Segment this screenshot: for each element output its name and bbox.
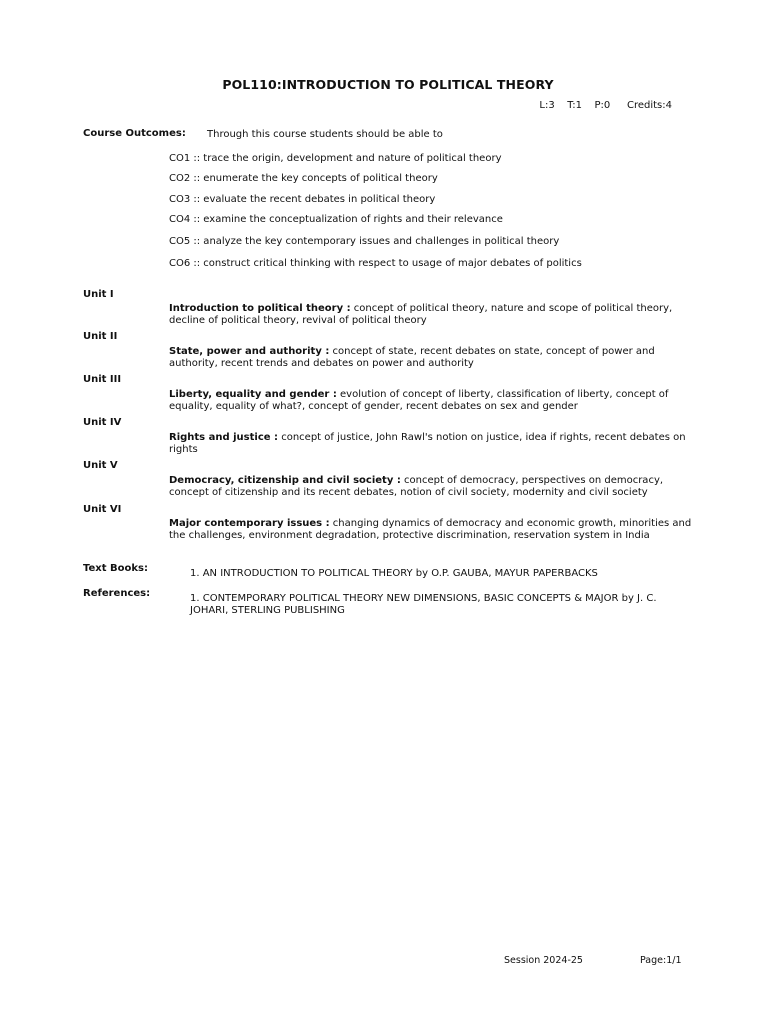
unit-body-text: concept of state, recent debates on state, concept of power and authority, recent trends and debates on power and authority	[169, 346, 655, 369]
text-book-item: 1. AN INTRODUCTION TO POLITICAL THEORY by O.P. GAUBA, MAYUR PAPERBACKS	[190, 568, 598, 579]
ltp-credits: L:3 T:1 P:0 Credits:4	[539, 100, 672, 111]
reference-item: 1. CONTEMPORARY POLITICAL THEORY NEW DIMENSIONS, BASIC CONCEPTS & MAJOR by J. C. JOHARI, STERLING PUBLISHING	[190, 593, 657, 616]
unit-description	[169, 475, 694, 499]
unit-title: State, power and authority :	[169, 346, 330, 357]
references-label: References:	[83, 588, 151, 599]
unit-label: Unit V	[83, 460, 118, 471]
unit-body-text: concept of democracy, perspectives on democracy, concept of citizenship and its recent debates, notion of civil society, modernity and civil society	[169, 475, 664, 498]
unit-title: Major contemporary issues :	[169, 518, 330, 529]
page-title: POL110:INTRODUCTION TO POLITICAL THEORY	[222, 77, 554, 92]
unit-description	[169, 303, 694, 327]
unit-label: Unit II	[83, 331, 118, 342]
unit-label: Unit VI	[83, 504, 122, 515]
session-label: Session 2024-25	[504, 955, 583, 966]
unit-title: Rights and justice :	[169, 432, 279, 443]
unit-label: Unit IV	[83, 417, 122, 428]
course-outcomes-label: Course Outcomes:	[83, 128, 186, 139]
page-number: Page:1/1	[640, 955, 682, 966]
unit-description	[169, 346, 694, 370]
unit-title: Liberty, equality and gender :	[169, 389, 337, 400]
unit-label: Unit III	[83, 374, 122, 385]
course-outcome-item: CO6 :: construct critical thinking with respect to usage of major debates of politics	[169, 258, 582, 269]
unit-label: Unit I	[83, 289, 114, 300]
course-outcome-item: CO1 :: trace the origin, development and nature of political theory	[169, 153, 502, 164]
unit-body-text: concept of justice, John Rawl's notion on justice, idea if rights, recent debates on rights	[169, 432, 686, 455]
course-outcome-item: CO5 :: analyze the key contemporary issues and challenges in political theory	[169, 236, 560, 247]
unit-body-text: changing dynamics of democracy and economic growth, minorities and the challenges, environment degradation, protective discrimination, reservation system in India	[169, 518, 692, 541]
unit-body-text: evolution of concept of liberty, classification of liberty, concept of equality, equality of what?, concept of gender, recent debates on sex and gender	[169, 389, 669, 412]
unit-description	[169, 389, 694, 413]
text-books-label: Text Books:	[83, 563, 148, 574]
course-outcome-item: CO4 :: examine the conceptualization of rights and their relevance	[169, 214, 503, 225]
course-outcome-item: CO3 :: evaluate the recent debates in political theory	[169, 194, 436, 205]
unit-title: Democracy, citizenship and civil society :	[169, 475, 401, 486]
course-outcomes-intro: Through this course students should be able to	[207, 129, 443, 140]
unit-body-text: concept of political theory, nature and scope of political theory, decline of political theory, revival of political theory	[169, 303, 673, 326]
course-outcome-item: CO2 :: enumerate the key concepts of political theory	[169, 173, 438, 184]
unit-description	[169, 518, 694, 542]
unit-title: Introduction to political theory :	[169, 303, 351, 314]
unit-description	[169, 432, 694, 456]
